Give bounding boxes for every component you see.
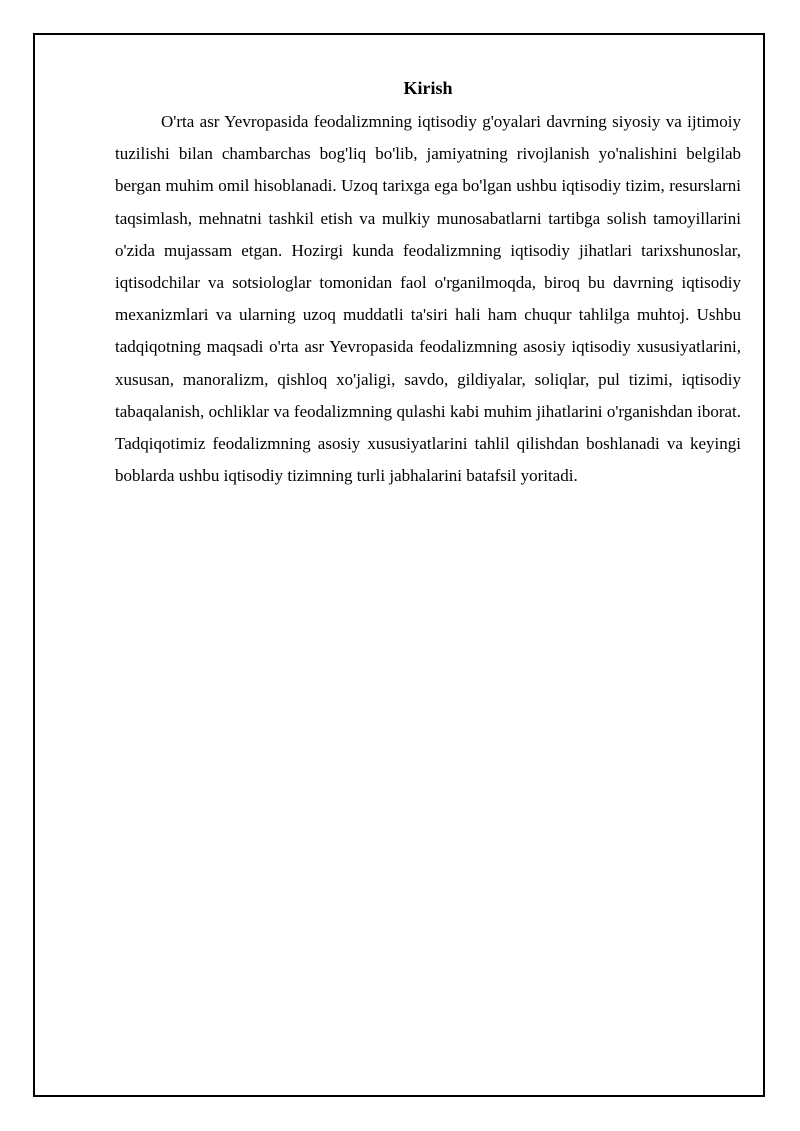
section-heading: Kirish [403, 78, 453, 98]
document-body [115, 76, 741, 492]
intro-paragraph: O'rta asr Yevropasida feodalizmning iqtisodiy g'oyalari davrning siyosiy va ijtimoiy tuzilishi bilan chambarchas bog'liq bo'lib, jamiyatning rivojlanish yo'nalishini belgilab bergan muhim omil hisoblanadi. Uzoq tarixga ega bo'lgan ushbu iqtisodiy tizim, resurslarni taqsimlash, mehnatni tashkil etish va mulkiy munosabatlarni tartibga solish tamoyillarini o'zida mujassam etgan. Hozirgi kunda feodalizmning iqtisodiy jihatlari tarixshunoslar, iqtisodchilar va sotsiologlar tomonidan faol o'rganilmoqda, biroq bu davrning iqtisodiy mexanizmlari va ularning uzoq muddatli ta'siri hali ham chuqur tahlilga muhtoj. Ushbu tadqiqotning maqsadi o'rta asr Yevropasida feodalizmning asosiy iqtisodiy xususiyatlarini, xususan, manoralizm, qishloq xo'jaligi, savdo, gildiyalar, soliqlar, pul tizimi, iqtisodiy tabaqalanish, ochliklar va feodalizmning qulashi kabi muhim jihatlarini o'rganishdan iborat. Tadqiqotimiz feodalizmning asosiy xususiyatlarini tahlil qilishdan boshlanadi va keyingi boblarda ushbu iqtisodiy tizimning turli jabhalarini batafsil yoritadi. [115, 112, 741, 486]
